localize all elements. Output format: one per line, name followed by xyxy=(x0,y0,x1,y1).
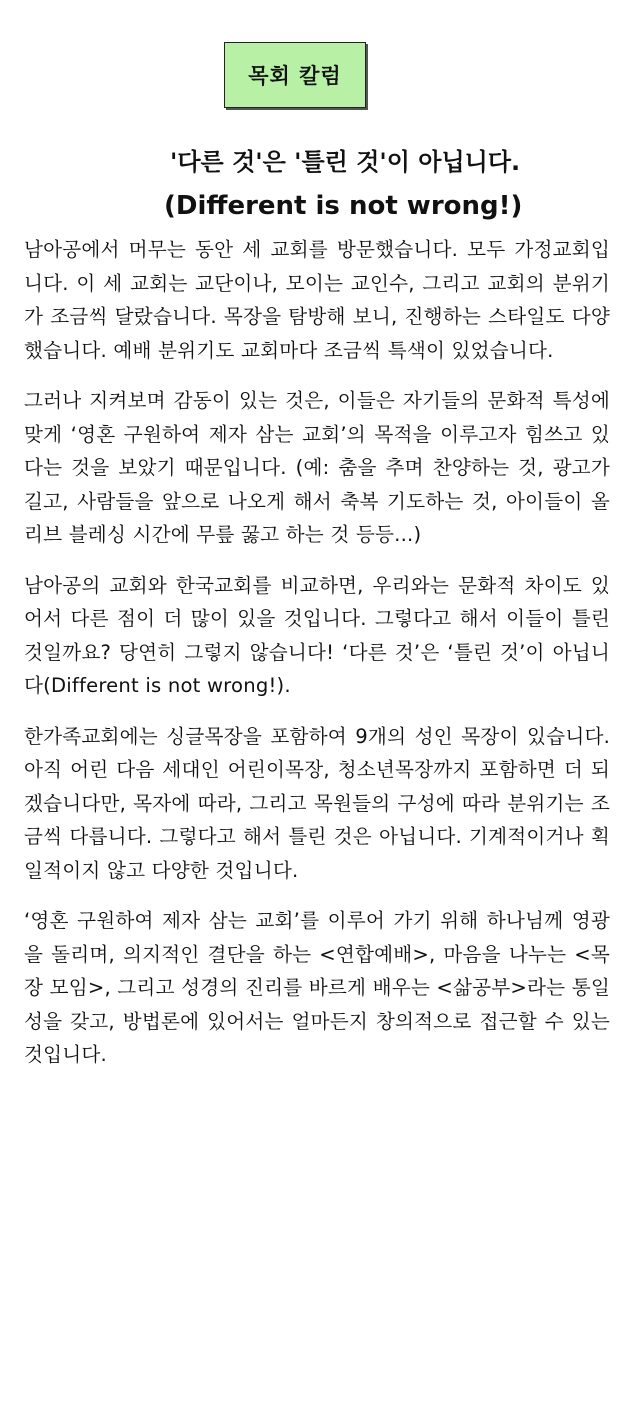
article-body xyxy=(24,233,610,1089)
paragraph-5: ‘영혼 구원하여 제자 삼는 교회’를 이루어 가기 위해 하나님께 영광을 돌리며, 의지적인 결단을 하는 <연합예배>, 마음을 나누는 <목장 모임>, 그리고 성경의 진리를 바르게 배우는 <삶공부>라는 통일성을 갖고, 방법론에 있어서는 얼마든지 창의적으로 접근할 수 있는 것입니다. xyxy=(24,909,610,1066)
paragraph-4: 한가족교회에는 싱글목장을 포함하여 9개의 성인 목장이 있습니다. 아직 어린 다음 세대인 어린이목장, 청소년목장까지 포함하면 더 되겠습니다만, 목자에 따라, 그리고 목원들의 구성에 따라 분위기는 조금씩 다릅니다. 그렇다고 해서 틀린 것은 아닙니다. 기계적이거나 획일적이지 않고 다양한 것입니다. xyxy=(24,724,610,882)
paragraph-3: 남아공의 교회와 한국교회를 비교하면, 우리와는 문화적 차이도 있어서 다른 점이 더 많이 있을 것입니다. 그렇다고 해서 이들이 틀린 것일까요? 당연히 그렇지 않습니다! ‘다른 것’은 ‘틀린 것’이 아닙니다(Different is not wrong!). xyxy=(24,573,610,697)
title-english: (Different is not wrong!) xyxy=(164,191,523,221)
paragraph-1: 남아공에서 머무는 동안 세 교회를 방문했습니다. 모두 가정교회입니다. 이 세 교회는 교단이나, 모이는 교인수, 그리고 교회의 분위기가 조금씩 달랐습니다. 목장을 탐방해 보니, 진행하는 스타일도 다양했습니다. 예배 분위기도 교회마다 조금씩 특색이 있었습니다. xyxy=(24,238,610,362)
column-badge xyxy=(224,42,366,108)
article-title xyxy=(60,140,620,228)
paragraph-2: 그러나 지켜보며 감동이 있는 것은, 이들은 자기들의 문화적 특성에 맞게 ‘영혼 구원하여 제자 삼는 교회’의 목적을 이루고자 힘쓰고 있다는 것을 보았기 때문입니다. (예: 춤을 추며 찬양하는 것, 광고가 길고, 사람들을 앞으로 나오게 해서 축복 기도하는 것, 아이들이 올리브 블레싱 시간에 무릎 꿇고 하는 것 등등...) xyxy=(24,389,610,546)
column-badge-label: 목회 칼럼 xyxy=(248,64,342,88)
title-korean: '다른 것'은 '틀린 것'이 아닙니다. xyxy=(170,148,521,176)
